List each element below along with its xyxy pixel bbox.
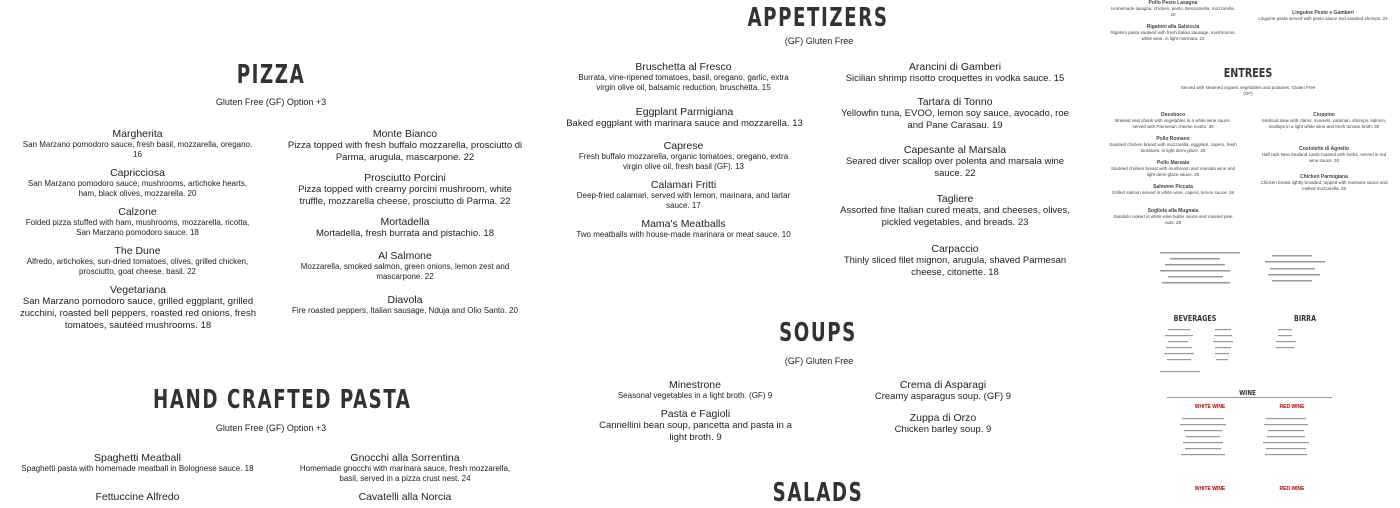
menu-item: Crema di Asparagi Creamy asparagus soup. (GF) 9 (874, 379, 1012, 402)
menu-item: Rigatoni alla Salsiccia Rigatoni pasta sauteed with fresh Italian sausage, mushrooms, white wine, in light marinara. 22 (1110, 24, 1236, 41)
menu-item: Pollo Romano Sautéed chicken breast with mozzarella, eggplant, capers, fresh tomatoes, in light demi-glaze. 25 (1109, 136, 1237, 153)
menu-item: Spaghetti Meatball Spaghetti pasta with homemade meatball in Bolognese sauce. 18 (21, 452, 254, 473)
menu-item: Linguine Pesto e Gamberi Linguine pasta served with pesto sauce and sautéed shrimps. 24 (1258, 10, 1388, 21)
soups-title: SOUPS (779, 318, 857, 348)
entrees-title: ENTREES (1223, 66, 1273, 80)
pizza-title: PIZZA (236, 60, 306, 90)
soups-subtitle: (GF) Gluten Free (784, 356, 854, 366)
white-wine-heading-2: WHITE WINE (1194, 486, 1226, 492)
wine-title: WINE (1226, 389, 1270, 397)
menu-item: Margherita San Marzano pomodoro sauce, fresh basil, mozzarella, oregano. 16 (22, 128, 253, 159)
wine-list (1170, 416, 1335, 476)
menu-item: Capesante al Marsala Seared diver scallop over polenta and marsala wine sauce. 22 (845, 144, 1065, 179)
appetizers-subtitle: (GF) Gluten Free (784, 36, 854, 46)
menu-item: Calzone Folded pizza stuffed with ham, mushrooms, mozzarella, ricotta, San Marzano pomodoro sauce. 18 (25, 206, 250, 237)
menu-item: Pollo Pesto Lasagna Homemade lasagna, chicken, pesto, Besciamella, mozzarella. 20 (1111, 0, 1235, 17)
beverages-list (1160, 327, 1340, 377)
menu-item: The Dune Alfredo, artichokes, sun-dried tomatoes, olives, grilled chicken, prosciutto, goat cheese, basil. 22 (26, 245, 249, 276)
menu-item: Zuppa di Orzo Chicken barley soup. 9 (894, 412, 992, 435)
red-wine-heading-2: RED WINE (1279, 486, 1305, 492)
pizza-subtitle: Gluten Free (GF) Option +3 (215, 97, 327, 107)
menu-item: Sogliola alla Mugnaia Sandab cooked in white wine butter sauce and roasted pine nuts. 28 (1113, 208, 1233, 225)
menu-item: Ossobuco Braised veal shank with vegetables in a white wine sauce, served with Parmesan cheese risotto. 35 (1115, 112, 1231, 129)
menu-item: Carpaccio Thinly sliced filet mignon, arugula, shaved Parmesan cheese, citonette. 18 (843, 243, 1067, 278)
menu-item: Vegetariana San Marzano pomodoro sauce, grilled eggplant, grilled zucchini, roasted bell peppers, roasted red onions, fresh tomatoes, sautéed mushrooms. 18 (19, 284, 257, 331)
unreadable-text-block (1160, 250, 1340, 290)
menu-item: Pasta e Fagioli Cannellini bean soup, pancetta and pasta in a light broth. 9 (599, 408, 792, 443)
menu-item: Mama's Meatballs Two meatballs with house-made marinara or meat sauce. 10 (576, 218, 791, 239)
menu-item: Caprese Fresh buffalo mozzarella, organic tomatoes, oregano, extra virgin olive oil, fresh basil (GF). 13 (578, 140, 789, 171)
menu-item: Cavatelli alla Norcia (358, 491, 452, 503)
menu-item: Monte Bianco Pizza topped with fresh buffalo mozzarella, prosciutto di Parma, arugula, mascarpone. 22 (287, 128, 523, 163)
salads-title: SALADS (772, 478, 864, 508)
divider (1167, 397, 1332, 398)
menu-item: Calamari Fritti Deep-fried calamari, served with lemon, marinara, and tartar sauce. 17 (576, 179, 791, 210)
menu-item: Pollo Marsala Sautéed chicken breast with mushroom and marsala wine and light demi-glaze sauce. 25 (1110, 160, 1236, 177)
birra-title: BIRRA (1293, 314, 1317, 323)
menu-item: Chicken Parmigiana Chicken breast lightly breaded, topped with marinara sauce and melted mozzarella. 25 (1260, 174, 1388, 191)
menu-item: Salmone Piccata Grilled salmon served in white wine, capers, lemon sauce. 28 (1111, 184, 1235, 195)
pasta-subtitle: Gluten Free (GF) Option +3 (215, 423, 327, 433)
menu-item: Costolette di Agnello Half rack New Zealand Lamb roasted with herbs, served in red wine sauce. 30 (1261, 146, 1387, 163)
menu-item: Gnocchi alla Sorrentina Homemade gnocchi with marinara sauce, fresh mozzarella, basil, served in a pizza crust nest. 24 (299, 452, 511, 483)
menu-item: Fettuccine Alfredo (95, 491, 180, 503)
menu-item: Tartara di Tonno Yellowfin tuna, EVOO, lemon soy sauce, avocado, roe and Pane Carasau. 19 (841, 96, 1069, 131)
red-wine-heading: RED WINE (1279, 404, 1305, 410)
menu-item: Bruschetta al Fresco Burrata, vine-ripened tomatoes, basil, oregano, garlic, extra virgin olive oil, balsamic reduction, bruschetta. 15 (578, 61, 789, 92)
menu-item: Eggplant Parmigiana Baked eggplant with marinara sauce and mozzarella. 13 (566, 106, 803, 129)
entrees-subtitle: Served with steamed organic vegetables and potatoes. Gluten Free (GF) (1180, 85, 1316, 96)
menu-item: Capricciosa San Marzano pomodoro sauce, mushrooms, artichoke hearts, ham, black olives, mozzarella. 20 (27, 167, 248, 198)
menu-item: Tagliere Assorted fine Italian cured meats, and cheeses, olives, pickled vegetables, and breads. 23 (840, 193, 1070, 228)
menu-item: Mortadella Mortadella, fresh burrata and pistachio. 18 (316, 216, 494, 239)
menu-item: Prosciutto Porcini Pizza topped with creamy porcini mushroom, white truffle, mozzarella cheese, prosciutto di Parma. 22 (298, 172, 512, 207)
beverages-title: BEVERAGES (1173, 314, 1217, 323)
appetizers-title: APPETIZERS (747, 3, 889, 33)
white-wine-heading: WHITE WINE (1194, 404, 1226, 410)
menu-item: Diavola Fire roasted peppers, Italian sausage, Nduja and Olio Santo. 20 (292, 294, 518, 315)
pasta-title: HAND CRAFTED PASTA (153, 385, 412, 415)
menu-item: Cioppino Seafood stew with clams, mussels, calamari, shrimps, salmon, scallops in a light white wine and fresh tomato broth. 35 (1261, 112, 1387, 129)
menu-item: Minestrone Seasonal vegetables in a light broth. (GF) 9 (617, 379, 773, 400)
menu-item: Arancini di Gamberi Sicilian shrimp risotto croquettes in vodka sauce. 15 (845, 61, 1065, 84)
menu-item: Al Salmone Mozzarella, smoked salmon, green onions, lemon zest and mascarpone. 22 (300, 250, 510, 281)
